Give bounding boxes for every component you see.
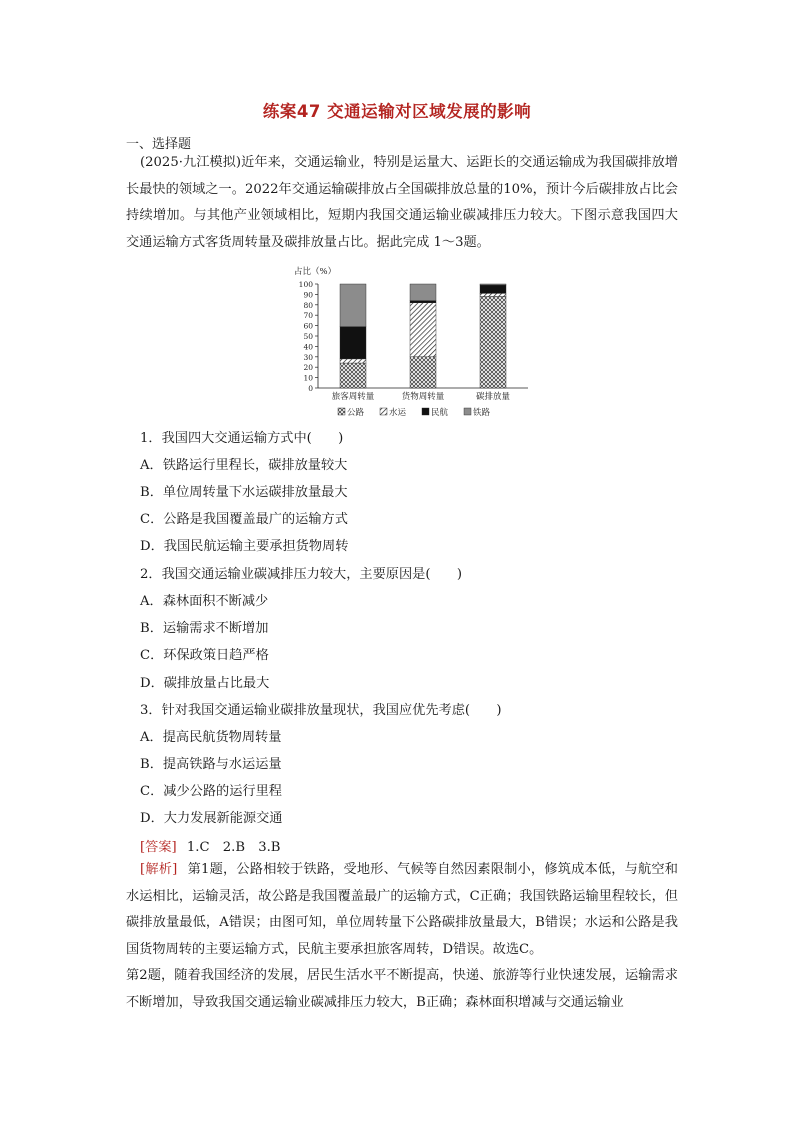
bar-segment [410, 301, 436, 303]
y-tick-label: 30 [303, 352, 313, 362]
legend-label: 公路 [347, 408, 365, 418]
answer-line [140, 836, 280, 855]
page-title: 练案47 交通运输对区域发展的影响 [262, 102, 532, 121]
explanation-paragraph-2 [126, 963, 678, 1016]
y-tick-label: 0 [308, 384, 313, 393]
bar-segment [410, 303, 436, 357]
explanation-tag: [解析] [140, 862, 178, 877]
y-tick-label: 100 [298, 280, 313, 289]
question-2-option-c: C．环保政策日趋严格 [140, 648, 269, 663]
y-tick-label: 20 [303, 363, 313, 373]
bar-segment [480, 285, 506, 293]
stacked-bar-chart [288, 264, 538, 424]
question-1-stem: 1．我国四大交通运输方式中( ) [140, 431, 344, 446]
x-category-label: 碳排放量 [475, 392, 511, 402]
y-tick-label: 50 [303, 332, 313, 341]
explanation-text-1: 第1题，公路相较于铁路，受地形、气候等自然因素限制小，修筑成本低，与航空和水运相比，运输灵活，故公路是我国覆盖最广的运输方式，C正确；我国铁路运输里程较长，但碳排放量最低，A错误；由图可知，单位周转量下公路碳排放量最大，B错误；水运和公路是我国货物周转的主要运输方式，民航主要承担旅客周转，D错误。故选C。 [126, 862, 678, 957]
explanation-text-2: 第2题，随着我国经济的发展，居民生活水平不断提高，快递、旅游等行业快速发展，运输需求不断增加，导致我国交通运输业碳减排压力较大，B正确；森林面积增减与交通运输业 [126, 968, 678, 1010]
explanation-paragraph-1 [126, 857, 678, 963]
legend-swatch [338, 408, 345, 415]
bar-segment [480, 284, 506, 285]
question-1-option-c: C．公路是我国覆盖最广的运输方式 [140, 512, 348, 527]
y-tick-label: 90 [303, 290, 313, 300]
bar-segment [410, 357, 436, 388]
legend-swatch [380, 408, 387, 415]
legend-swatch [422, 408, 429, 415]
answer-tag: [答案] [140, 840, 177, 855]
bar-segment [480, 296, 506, 388]
y-axis-label: 占比（%） [294, 267, 337, 277]
question-1-option-b: B．单位周转量下水运碳排放量最大 [140, 485, 348, 500]
legend-swatch [464, 408, 471, 415]
intro-text: (2025·九江模拟)近年来，交通运输业，特别是运量大、运距长的交通运输成为我国碳排放增长最快的领域之一。2022年交通运输碳排放占全国碳排放总量的10%，预计今后碳排放占比会持续增加。与其他产业领域相比，短期内我国交通运输业碳减排压力较大。下图示意我国四大交通运输方式客货周转量及碳排放量占比。据此完成 1～3题。 [126, 155, 678, 250]
legend-label: 民航 [431, 408, 449, 418]
question-2-option-b: B．运输需求不断增加 [140, 621, 269, 636]
question-2-option-d: D．碳排放量占比最大 [140, 676, 270, 691]
category-labels [332, 391, 511, 402]
bar-segment [480, 293, 506, 296]
bar-segment [340, 284, 366, 327]
question-3-option-d: D．大力发展新能源交通 [140, 811, 283, 826]
legend-label: 铁路 [473, 408, 491, 418]
legend-label: 水运 [389, 408, 407, 418]
intro-paragraph [126, 150, 678, 256]
y-tick-label: 80 [303, 300, 313, 310]
question-2-stem: 2．我国交通运输业碳减排压力较大，主要原因是( ) [140, 567, 462, 582]
bar-segment [340, 363, 366, 388]
y-tick-label: 70 [303, 311, 313, 321]
x-category-label: 旅客周转量 [331, 392, 375, 402]
explanation-block [126, 857, 678, 1016]
question-1-option-a: A．铁路运行里程长，碳排放量较大 [140, 458, 348, 473]
question-1-option-d: D．我国民航运输主要承担货物周转 [140, 539, 349, 554]
chart-bars [340, 284, 506, 388]
question-3-option-a: A．提高民航货物周转量 [140, 730, 282, 745]
question-2-option-a: A．森林面积不断减少 [140, 594, 269, 609]
y-tick-label: 60 [303, 321, 313, 331]
section-heading: 一、选择题 [126, 137, 192, 152]
bar-segment [340, 327, 366, 359]
answer-text: 1.C 2.B 3.B [186, 840, 281, 855]
bar-segment [410, 284, 436, 301]
x-category-label: 货物周转量 [401, 392, 445, 402]
question-3-option-c: C．减少公路的运行里程 [140, 784, 282, 799]
bar-segment [340, 359, 366, 363]
y-tick-label: 40 [303, 342, 313, 352]
chart-legend [338, 407, 491, 418]
question-3-option-b: B．提高铁路与水运运量 [140, 757, 282, 772]
question-3-stem: 3．针对我国交通运输业碳排放量现状，我国应优先考虑( ) [140, 703, 502, 718]
y-tick-label: 10 [303, 373, 313, 383]
